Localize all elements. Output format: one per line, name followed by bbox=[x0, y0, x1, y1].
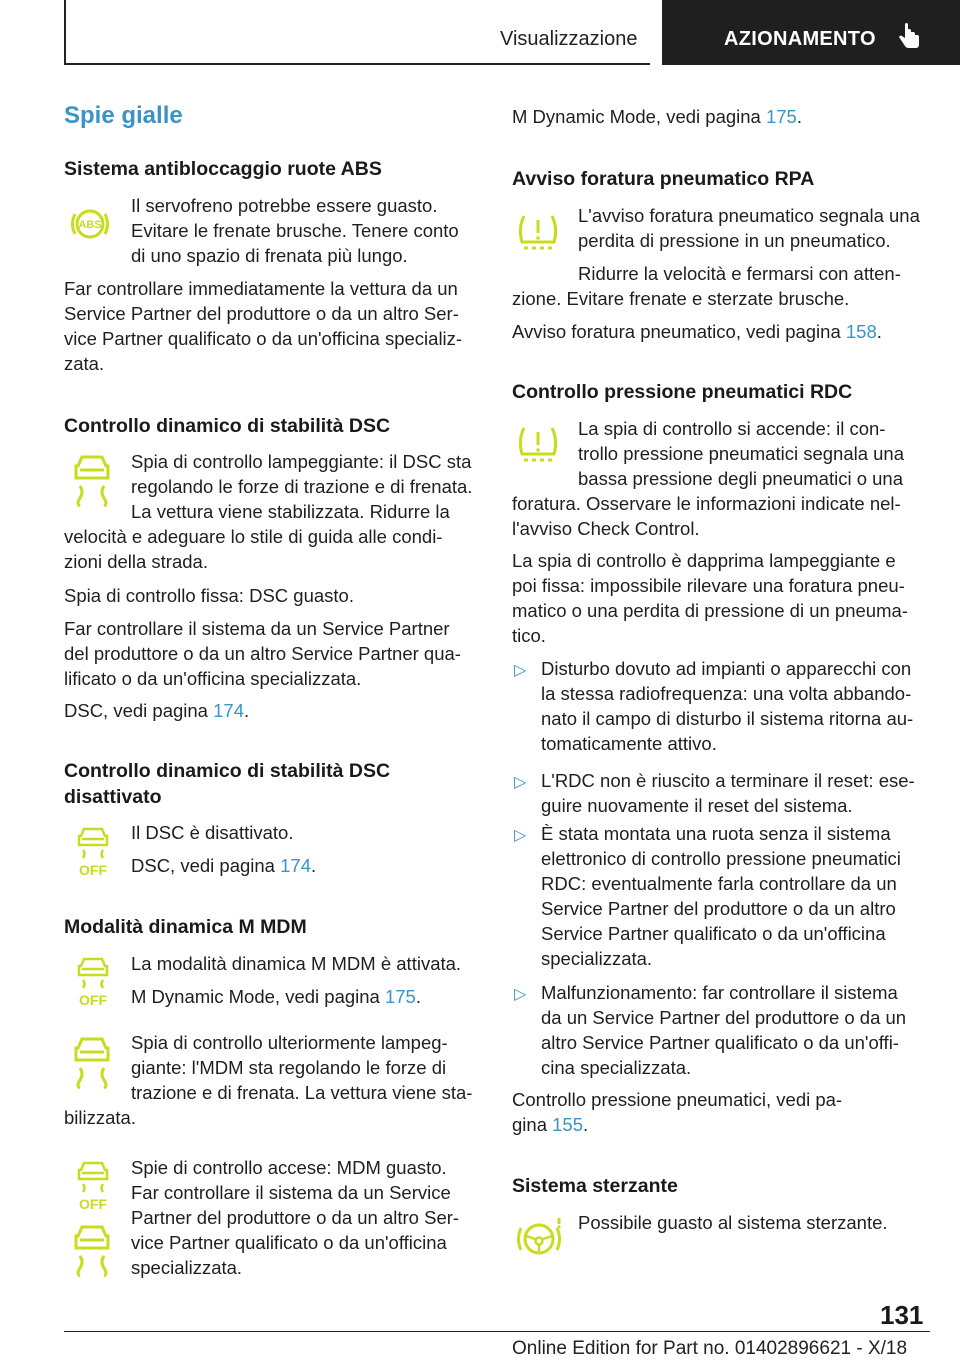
steering-text: Possibile guasto al sistema sterzante. bbox=[578, 1212, 888, 1233]
mdm-flash-line: Spia di controllo ulteriormente lampeg‐ bbox=[131, 1032, 448, 1053]
rpa-page-reference bbox=[512, 319, 882, 345]
page-link-174[interactable]: 174 bbox=[280, 855, 311, 876]
rpa-text-line: zione. Evitare frenate e sterzate brusche. bbox=[512, 288, 850, 309]
bullet-line: altro Service Partner qualificato o da un'offi‐ bbox=[541, 1032, 899, 1053]
dsc-text-line: velocità e adeguare lo stile di guida alle condi‐ bbox=[64, 526, 443, 547]
tire-pressure-warning-icon bbox=[514, 420, 562, 468]
rpa-text-line: Ridurre la velocità e fermarsi con atten‐ bbox=[578, 263, 901, 284]
dsc-skid-icon bbox=[70, 1034, 114, 1090]
mdm-heading: Modalità dinamica M MDM bbox=[64, 916, 307, 938]
rpa-text-line: L'avviso foratura pneumatico segnala una bbox=[578, 205, 920, 226]
abs-body-line: zata. bbox=[64, 353, 105, 374]
dsc-body-line: lificato o da un'officina specializzata. bbox=[64, 668, 362, 689]
bullet-line: la stessa radiofrequenza: una volta abbando‐ bbox=[541, 683, 912, 704]
dsc-text-line: regolando le forze di trazione e di frenata. bbox=[131, 476, 473, 497]
dsc-body-line: Far controllare il sistema da un Service Partner bbox=[64, 618, 450, 639]
reference-end: . bbox=[311, 855, 317, 876]
abs-body-line: Service Partner del produttore o da un altro Ser‐ bbox=[64, 303, 459, 324]
bullet-marker: ▷ bbox=[514, 662, 527, 679]
rdc-page-reference bbox=[512, 1112, 588, 1138]
mdm-flash-line: bilizzata. bbox=[64, 1107, 136, 1128]
svg-text:OFF: OFF bbox=[79, 992, 107, 1008]
reference-end: . bbox=[244, 700, 250, 721]
bullet-line: Malfunzionamento: far controllare il sistema bbox=[541, 982, 898, 1003]
reference-end: . bbox=[415, 986, 421, 1007]
page-link-158[interactable]: 158 bbox=[845, 321, 877, 342]
reference-end: . bbox=[583, 1114, 589, 1135]
mdm-fault-line: Far controllare il sistema da un Service bbox=[131, 1182, 451, 1203]
svg-text:OFF: OFF bbox=[79, 1196, 107, 1212]
bullet-marker: ▷ bbox=[514, 827, 527, 844]
reference-end: . bbox=[876, 321, 882, 342]
mdm-fault-line: vice Partner qualificato o da un'officina bbox=[131, 1232, 447, 1253]
dsc-off-page-reference bbox=[131, 853, 316, 879]
hand-pointer-icon bbox=[894, 22, 924, 52]
bullet-line: cina specializzata. bbox=[541, 1057, 692, 1078]
mdm-off-icon bbox=[74, 1160, 112, 1212]
bullet-line: nato il campo di disturbo il sistema ritorna au‐ bbox=[541, 708, 914, 729]
mdm-page-reference bbox=[131, 984, 421, 1010]
reference-text: M Dynamic Mode, vedi pagina bbox=[131, 986, 385, 1007]
bullet-line: Disturbo dovuto ad impianti o apparecchi con bbox=[541, 658, 912, 679]
reference-text: DSC, vedi pagina bbox=[131, 855, 281, 876]
abs-heading: Sistema antibloccaggio ruote ABS bbox=[64, 158, 382, 180]
page-link-155[interactable]: 155 bbox=[552, 1114, 583, 1135]
rdc-heading: Controllo pressione pneumatici RDC bbox=[512, 381, 853, 403]
dsc-page-reference bbox=[64, 698, 249, 724]
dsc-off-text: Il DSC è disattivato. bbox=[131, 822, 294, 843]
footer-rule bbox=[64, 1331, 930, 1332]
page-link-175[interactable]: 175 bbox=[384, 986, 416, 1007]
bullet-line: tomaticamente attivo. bbox=[541, 733, 717, 754]
rdc-body-line: matico o una perdita di pressione di un pneuma‐ bbox=[512, 600, 908, 621]
dsc-text-line: La vettura viene stabilizzata. Ridurre la bbox=[131, 501, 450, 522]
reference-text: DSC, vedi pagina bbox=[64, 700, 214, 721]
rdc-text-line: trollo pressione pneumatici segnala una bbox=[578, 443, 905, 464]
dsc-skid-icon bbox=[70, 452, 114, 508]
steering-warning-icon bbox=[514, 1214, 564, 1264]
reference-text: gina bbox=[512, 1114, 553, 1135]
header-left-rule bbox=[64, 0, 66, 64]
dsc-text-line: Spia di controllo lampeggiante: il DSC sta bbox=[131, 451, 472, 472]
page-link-174[interactable]: 174 bbox=[213, 700, 244, 721]
dsc-off-heading: disattivato bbox=[64, 786, 162, 808]
rdc-text-line: bassa pressione degli pneumatici o una bbox=[578, 468, 903, 489]
bullet-line: da un Service Partner del produttore o da un bbox=[541, 1007, 907, 1028]
page-title: Spie gialle bbox=[64, 102, 183, 129]
mdm-text: La modalità dinamica M MDM è attivata. bbox=[131, 953, 462, 974]
bullet-marker: ▷ bbox=[514, 986, 527, 1003]
dsc-fixed-line: Spia di controllo fissa: DSC guasto. bbox=[64, 585, 354, 606]
mdm-flash-line: giante: l'MDM sta regolando le forze di bbox=[131, 1057, 447, 1078]
page-link-175[interactable]: 175 bbox=[765, 106, 797, 127]
header-section-title: Visualizzazione bbox=[500, 28, 638, 50]
mdm-off-icon bbox=[74, 956, 112, 1008]
abs-body-line: Far controllare immediatamente la vettura da un bbox=[64, 278, 458, 299]
abs-text-line: di uno spazio di frenata più lungo. bbox=[131, 245, 408, 266]
svg-text:OFF: OFF bbox=[79, 862, 107, 878]
tire-pressure-warning-icon bbox=[514, 208, 562, 256]
dsc-off-heading: Controllo dinamico di stabilità DSC bbox=[64, 760, 391, 782]
mdm-fault-line: Partner del produttore o da un altro Ser‐ bbox=[131, 1207, 460, 1228]
abs-text-line: Il servofreno potrebbe essere guasto. bbox=[131, 195, 438, 216]
bullet-line: guire nuovamente il reset del sistema. bbox=[541, 795, 853, 816]
abs-body-line: vice Partner qualificato o da un'officina specializ‐ bbox=[64, 328, 463, 349]
bullet-line: Service Partner qualificato o da un'officina bbox=[541, 923, 886, 944]
abs-warning-icon bbox=[66, 200, 114, 248]
dsc-skid-icon bbox=[70, 1222, 114, 1278]
bullet-line: È stata montata una ruota senza il sistema bbox=[541, 823, 891, 844]
mdm-continued-page-reference bbox=[512, 104, 802, 130]
rdc-body-line: poi fissa: impossibile rilevare una foratura pneu‐ bbox=[512, 575, 905, 596]
rdc-reference-line: Controllo pressione pneumatici, vedi pa‐ bbox=[512, 1089, 843, 1110]
header-bottom-rule bbox=[64, 63, 650, 65]
mdm-fault-line: specializzata. bbox=[131, 1257, 243, 1278]
steering-heading: Sistema sterzante bbox=[512, 1175, 678, 1197]
mdm-flash-line: trazione e di frenata. La vettura viene sta‐ bbox=[131, 1082, 473, 1103]
bullet-line: RDC: eventualmente farla controllare da un bbox=[541, 873, 897, 894]
page-number: 131 bbox=[880, 1300, 924, 1330]
rdc-text-line: l'avviso Check Control. bbox=[512, 518, 700, 539]
bullet-line: Service Partner del produttore o da un altro bbox=[541, 898, 896, 919]
mdm-fault-line: Spie di controllo accese: MDM guasto. bbox=[131, 1157, 447, 1178]
bullet-line: specializzata. bbox=[541, 948, 653, 969]
dsc-body-line: del produttore o da un altro Service Partner qua‐ bbox=[64, 643, 461, 664]
header-chapter-title: AZIONAMENTO bbox=[724, 28, 876, 50]
bullet-line: L'RDC non è riuscito a terminare il reset: ese‐ bbox=[541, 770, 915, 791]
reference-text: M Dynamic Mode, vedi pagina bbox=[512, 106, 766, 127]
rpa-heading: Avviso foratura pneumatico RPA bbox=[512, 168, 815, 190]
dsc-off-icon bbox=[74, 826, 112, 878]
footer-edition: Online Edition for Part no. 01402896621 - X/18 bbox=[512, 1338, 908, 1359]
dsc-text-line: zioni della strada. bbox=[64, 551, 208, 572]
rdc-body-line: tico. bbox=[512, 625, 546, 646]
reference-text: Avviso foratura pneumatico, vedi pagina bbox=[512, 321, 846, 342]
bullet-marker: ▷ bbox=[514, 774, 527, 791]
dsc-heading: Controllo dinamico di stabilità DSC bbox=[64, 415, 391, 437]
svg-text:ABS: ABS bbox=[78, 219, 102, 231]
abs-text-line: Evitare le frenate brusche. Tenere conto bbox=[131, 220, 459, 241]
bullet-line: elettronico di controllo pressione pneumatici bbox=[541, 848, 901, 869]
rdc-text-line: foratura. Osservare le informazioni indicate nel‐ bbox=[512, 493, 901, 514]
rdc-text-line: La spia di controllo si accende: il con‐ bbox=[578, 418, 886, 439]
rpa-text-line: perdita di pressione in un pneumatico. bbox=[578, 230, 891, 251]
reference-end: . bbox=[796, 106, 802, 127]
rdc-body-line: La spia di controllo è dapprima lampeggiante e bbox=[512, 550, 896, 571]
